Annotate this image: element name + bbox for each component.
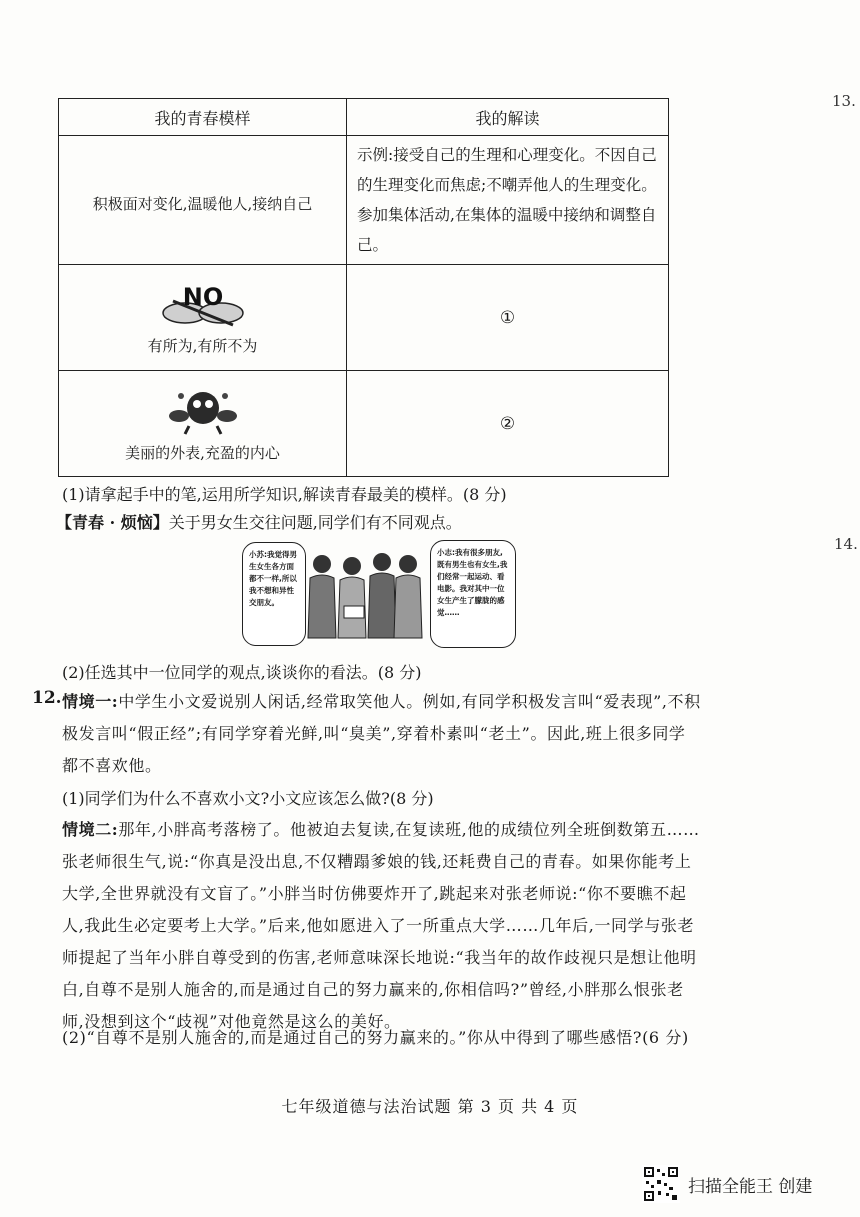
row3-label: 美丽的外表,充盈的内心 — [125, 444, 280, 462]
scene2-label: 情境二: — [62, 820, 119, 839]
q11-part2: (2)任选其中一位同学的观点,谈谈你的看法。(8 分) — [62, 663, 422, 682]
row1-label: 积极面对变化,温暖他人,接纳自己 — [92, 194, 313, 213]
topic-label: 【青春 · 烦恼】 — [56, 513, 169, 532]
answer-blank-2: ② — [347, 371, 669, 477]
q12-scene1 — [62, 686, 702, 782]
q12-part2: (2)“自尊不是别人施舍的,而是通过自己的努力赢来的。”你从中得到了哪些感悟?(6 分) — [62, 1028, 689, 1047]
left-speech-bubble: 小苏:我觉得男生女生各方面都不一样,所以我不想和异性交朋友。 — [242, 542, 306, 646]
scene2-text: 那年,小胖高考落榜了。他被迫去复读,在复读班,他的成绩位列全班倒数第五……张老师很生气,说:“你真是没出息,不仅糟蹋爹娘的钱,还耗费自己的青春。如果你能考上大学,全世界就没有文盲了。”小胖当时仿佛要炸开了,跳起来对张老师说:“你不要瞧不起人,我此生必定要考上大学。”后来,他如愿进入了一所重点大学……几年后,一同学与张老师提起了当年小胖自尊受到的伤害,老师意味深长地说:“我当年的故作歧视只是想让他明白,自尊不是别人施舍的,而是通过自己的努力赢来的,你相信吗?”曾经,小胖那么恨张老师,没想到这个“歧视”对他竟然是这么的美好。 — [62, 820, 700, 1031]
table-row — [59, 265, 669, 371]
q12-scene2 — [62, 814, 702, 1038]
answer-blank-1: ① — [347, 265, 669, 371]
scene1-label: 情境一: — [62, 692, 119, 711]
scanner-stamp — [642, 1165, 812, 1203]
row2-label: 有所为,有所不为 — [147, 337, 258, 355]
q11-topic — [56, 510, 462, 533]
q12-part1: (1)同学们为什么不喜欢小文?小文应该怎么做?(8 分) — [62, 789, 434, 808]
scene1-text: 中学生小文爱说别人闲话,经常取笑他人。例如,有同学积极发言叫“爱表现”,不积极发言叫“假正经”;有同学穿着光鲜,叫“臭美”,穿着朴素叫“老土”。因此,班上很多同学都不喜欢他。 — [62, 692, 701, 775]
students-illustration — [304, 546, 424, 646]
edge-question-number-13: 13. — [832, 92, 856, 110]
cartoon-character-icon — [155, 386, 251, 436]
q11-part1: (1)请拿起手中的笔,运用所学知识,解读青春最美的模样。(8 分) — [62, 485, 507, 504]
right-speech-bubble: 小志:我有很多朋友,既有男生也有女生,我们经常一起运动、看电影。我对其中一位女生产生了朦胧的感觉…… — [430, 540, 516, 648]
table-row — [59, 371, 669, 477]
table-header-my-youth: 我的青春模样 — [59, 99, 347, 136]
table-cell-left — [59, 136, 347, 265]
youth-model-table — [58, 98, 669, 477]
no-sign-cartoon-icon — [155, 281, 251, 329]
qr-code-icon — [642, 1165, 680, 1203]
table-header-my-reading: 我的解读 — [347, 99, 669, 136]
example-answer: 示例:接受自己的生理和心理变化。不因自己的生理变化而焦虑;不嘲弄他人的生理变化。参加集体活动,在集体的温暖中接纳和调整自己。 — [347, 136, 669, 265]
no-text: NO — [182, 283, 223, 311]
scanner-stamp-text: 扫描全能王 创建 — [688, 1176, 813, 1197]
cartoon-figure — [242, 542, 514, 648]
table-cell-left — [59, 265, 347, 371]
edge-question-number-14: 14. — [834, 535, 858, 553]
table-cell-left — [59, 371, 347, 477]
page-footer: 七年级道德与法治试题 第 3 页 共 4 页 — [281, 1097, 579, 1116]
topic-text: 关于男女生交往问题,同学们有不同观点。 — [168, 513, 462, 532]
table-row — [59, 136, 669, 265]
q12-number: 12. — [32, 688, 62, 708]
